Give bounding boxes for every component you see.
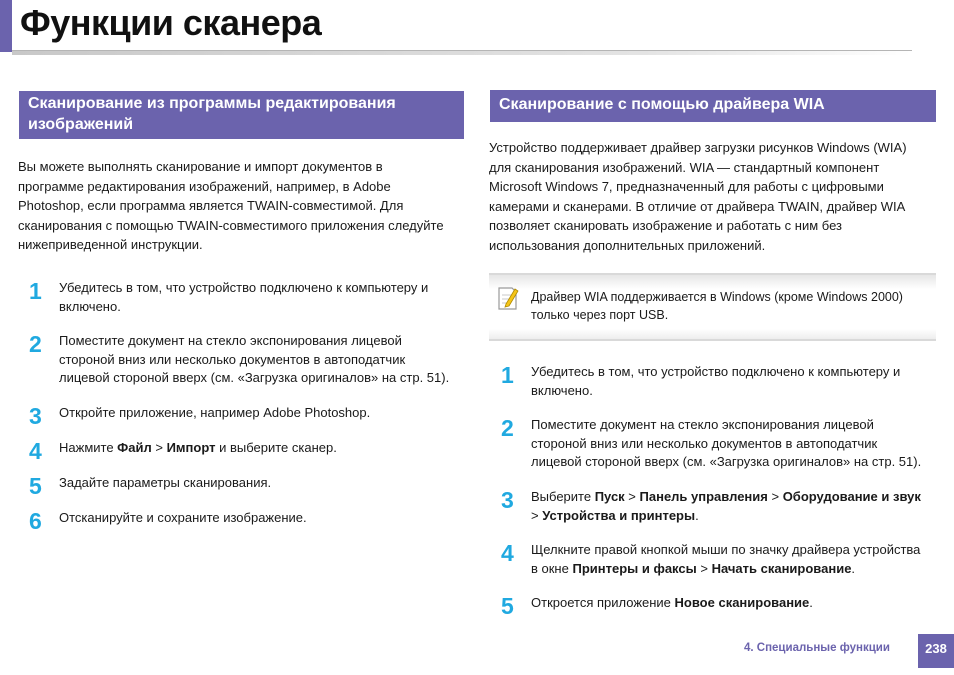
step-text bbox=[531, 541, 941, 578]
step-text bbox=[59, 474, 469, 493]
note-line: только через порт USB. bbox=[531, 308, 669, 322]
step-text bbox=[59, 404, 469, 423]
left-intro-line: сканирования с помощью TWAIN-совместимого приложения следуйте bbox=[18, 217, 444, 233]
step-text-line: в окне Принтеры и факсы > Начать сканирование. bbox=[531, 560, 856, 576]
left-heading-line-1: Сканирование из программы редактирования bbox=[28, 95, 396, 112]
right-intro-line: позволяет сканировать изображение и работать с ним без bbox=[489, 218, 842, 233]
step-text-line: Откроется приложение Новое сканирование. bbox=[531, 595, 813, 610]
step-text-line: Отсканируйте и сохраните изображение. bbox=[59, 510, 307, 525]
step-text bbox=[531, 416, 941, 472]
title-accent-bar bbox=[0, 0, 12, 52]
title-divider bbox=[12, 50, 912, 55]
step-number: 3 bbox=[501, 487, 514, 513]
step-text-line: стороной вниз или несколько документов в автоподатчик bbox=[531, 435, 878, 451]
step-number: 6 bbox=[29, 508, 42, 534]
step-text-line: Щелкните правой кнопкой мыши по значку драйвера устройства bbox=[531, 542, 921, 557]
step-text-line: Выберите Пуск > Панель управления > Оборудование и звук bbox=[531, 489, 921, 504]
left-intro-line: программе редактирования изображений, например, в Adobe bbox=[18, 178, 391, 194]
left-intro-paragraph bbox=[18, 157, 468, 255]
step-number: 5 bbox=[501, 593, 514, 619]
step-text bbox=[531, 594, 941, 613]
step-text bbox=[531, 363, 941, 400]
step-text-line: > Устройства и принтеры. bbox=[531, 507, 699, 523]
step-emphasis: Панель управления bbox=[639, 489, 768, 504]
step-text-line: лицевой стороной вверх (см. «Загрузка оригиналов» на стр. 51). bbox=[531, 454, 922, 469]
step-text-line: Поместите документ на стекло экспонирования лицевой bbox=[59, 333, 402, 348]
step-text bbox=[531, 488, 941, 525]
step-number: 5 bbox=[29, 473, 42, 499]
step-emphasis: Устройства и принтеры bbox=[542, 507, 696, 523]
right-intro-line: камерами и сканерами. В отличие от драйвера TWAIN, драйвер WIA bbox=[489, 198, 906, 214]
right-intro-paragraph bbox=[489, 138, 939, 255]
step-emphasis: Новое сканирование bbox=[674, 595, 810, 610]
step-text-line: Задайте параметры сканирования. bbox=[59, 475, 272, 490]
step-number: 2 bbox=[501, 415, 514, 441]
step-number: 1 bbox=[29, 278, 42, 304]
right-intro-line: использования дополнительных приложений. bbox=[489, 237, 766, 253]
left-intro-line: Photoshop, если программа является TWAIN-совместимой. Для bbox=[18, 198, 404, 213]
step-number: 4 bbox=[501, 540, 514, 566]
page-title: Функции сканера bbox=[20, 2, 322, 43]
step-emphasis: Файл bbox=[117, 440, 152, 455]
step-text bbox=[59, 439, 469, 458]
step-text-line: Поместите документ на стекло экспонирования лицевой bbox=[531, 417, 874, 432]
step-emphasis: Принтеры и факсы bbox=[572, 560, 697, 576]
note-line: Драйвер WIA поддерживается в Windows (кроме Windows 2000) bbox=[531, 290, 903, 304]
step-number: 2 bbox=[29, 331, 42, 357]
note-box bbox=[489, 273, 936, 341]
step-number: 4 bbox=[29, 438, 42, 464]
step-text-line: Убедитесь в том, что устройство подключено к компьютеру и bbox=[531, 364, 901, 379]
step-text-line: стороной вниз или несколько документов в автоподатчик bbox=[59, 351, 406, 367]
step-number: 3 bbox=[29, 403, 42, 429]
step-text bbox=[59, 509, 469, 528]
step-text-line: включено. bbox=[531, 382, 593, 398]
step-text-line: лицевой стороной вверх (см. «Загрузка оригиналов» на стр. 51). bbox=[59, 370, 450, 385]
left-intro-line: нижеприведенной инструкции. bbox=[18, 237, 203, 252]
step-text-line: включено. bbox=[59, 298, 121, 314]
page-number: 238 bbox=[918, 634, 954, 668]
left-intro-line: Вы можете выполнять сканирование и импорт документов в bbox=[18, 159, 383, 174]
step-emphasis: Импорт bbox=[166, 440, 216, 455]
left-section-heading bbox=[19, 91, 464, 139]
note-text bbox=[531, 288, 931, 324]
step-text-line: Нажмите Файл > Импорт и выберите сканер. bbox=[59, 440, 337, 455]
note-pencil-icon bbox=[497, 285, 519, 311]
step-text-line: Убедитесь в том, что устройство подключено к компьютеру и bbox=[59, 280, 429, 295]
step-emphasis: Начать сканирование bbox=[711, 560, 852, 576]
right-intro-line: Устройство поддерживает драйвер загрузки рисунков Windows (WIA) bbox=[489, 140, 907, 155]
step-text-line: Откройте приложение, например Adobe Photoshop. bbox=[59, 405, 371, 420]
step-emphasis: Оборудование и звук bbox=[782, 489, 921, 504]
step-text bbox=[59, 332, 469, 388]
right-intro-line: Microsoft Windows 7, предназначенный для работы с цифровыми bbox=[489, 179, 884, 194]
step-text bbox=[59, 279, 469, 316]
step-number: 1 bbox=[501, 362, 514, 388]
right-intro-line: для сканирования изображений. WIA — стандартный компонент bbox=[489, 159, 880, 175]
left-heading-line-2: изображений bbox=[28, 116, 134, 133]
right-section-heading: Сканирование с помощью драйвера WIA bbox=[490, 90, 936, 122]
step-emphasis: Пуск bbox=[594, 489, 625, 504]
footer-chapter-label: 4. Специальные функции bbox=[744, 642, 890, 654]
